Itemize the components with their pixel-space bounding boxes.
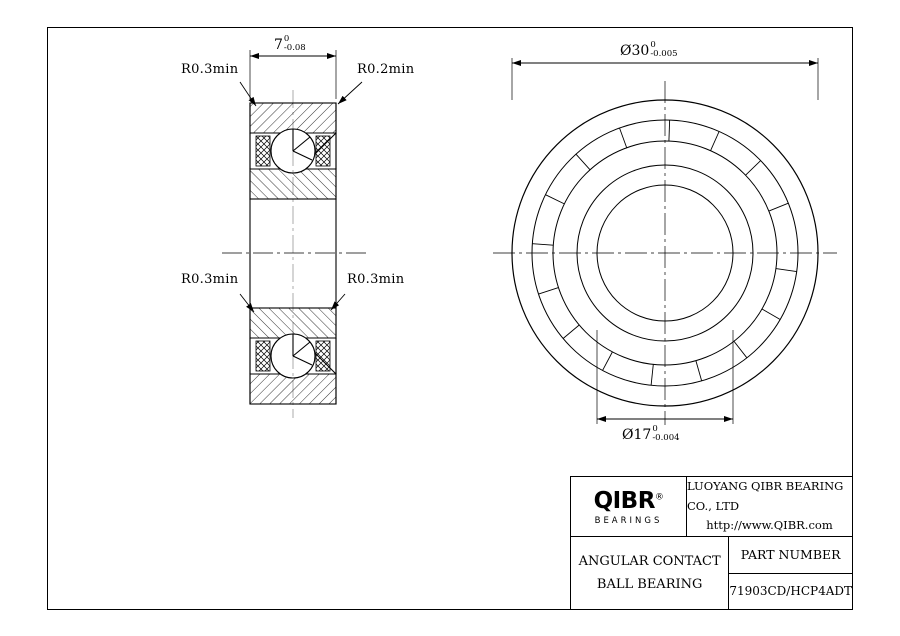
- title-block-body: [571, 537, 852, 609]
- width-dimension: [274, 36, 306, 54]
- outer-diameter-nominal: 30: [631, 42, 650, 59]
- product-type: [571, 537, 729, 609]
- part-number-cell: [729, 537, 852, 609]
- logo-subtitle: BEARINGS: [594, 515, 663, 526]
- width-lower-tolerance: -0.08: [283, 42, 306, 53]
- radius-label-bottom-right: R0.3min: [347, 272, 405, 287]
- company-name: LUOYANG QIBR BEARING CO., LTD: [687, 479, 844, 513]
- company-logo: [571, 477, 687, 536]
- product-type-line1: ANGULAR CONTACT: [578, 553, 721, 569]
- inner-diameter-lower-tolerance: -0.004: [652, 432, 680, 443]
- part-number-value: 71903CD/HCP4ADT: [729, 584, 852, 599]
- radius-label-top-left: R0.3min: [181, 62, 239, 77]
- width-upper-tolerance: 0: [283, 34, 290, 44]
- title-block: [570, 476, 853, 610]
- company-website[interactable]: http://www.QIBR.com: [706, 518, 833, 533]
- logo-wordmark: QIBR: [593, 487, 655, 514]
- outer-diameter-tolerance: [650, 41, 677, 59]
- logo-text: [593, 487, 664, 514]
- outer-diameter-symbol: Ø: [620, 42, 632, 59]
- radius-label-top-right: R0.2min: [357, 62, 415, 77]
- company-info: [687, 477, 852, 536]
- outer-diameter-dimension: [620, 42, 678, 60]
- product-type-line2: BALL BEARING: [596, 577, 703, 592]
- inner-diameter-dimension: [622, 426, 680, 444]
- inner-diameter-upper-tolerance: 0: [652, 424, 658, 434]
- inner-diameter-tolerance: [652, 425, 679, 443]
- inner-diameter-symbol: Ø: [622, 426, 634, 443]
- width-tolerance: [284, 35, 306, 53]
- part-number-label: PART NUMBER: [729, 537, 852, 574]
- outer-diameter-lower-tolerance: -0.005: [650, 48, 678, 59]
- title-block-header: [571, 477, 852, 537]
- outer-diameter-upper-tolerance: 0: [650, 40, 656, 50]
- registered-trademark-icon: ®: [654, 491, 664, 502]
- width-nominal: 7: [274, 36, 283, 53]
- radius-label-bottom-left: R0.3min: [181, 272, 239, 287]
- inner-diameter-nominal: 17: [633, 426, 652, 443]
